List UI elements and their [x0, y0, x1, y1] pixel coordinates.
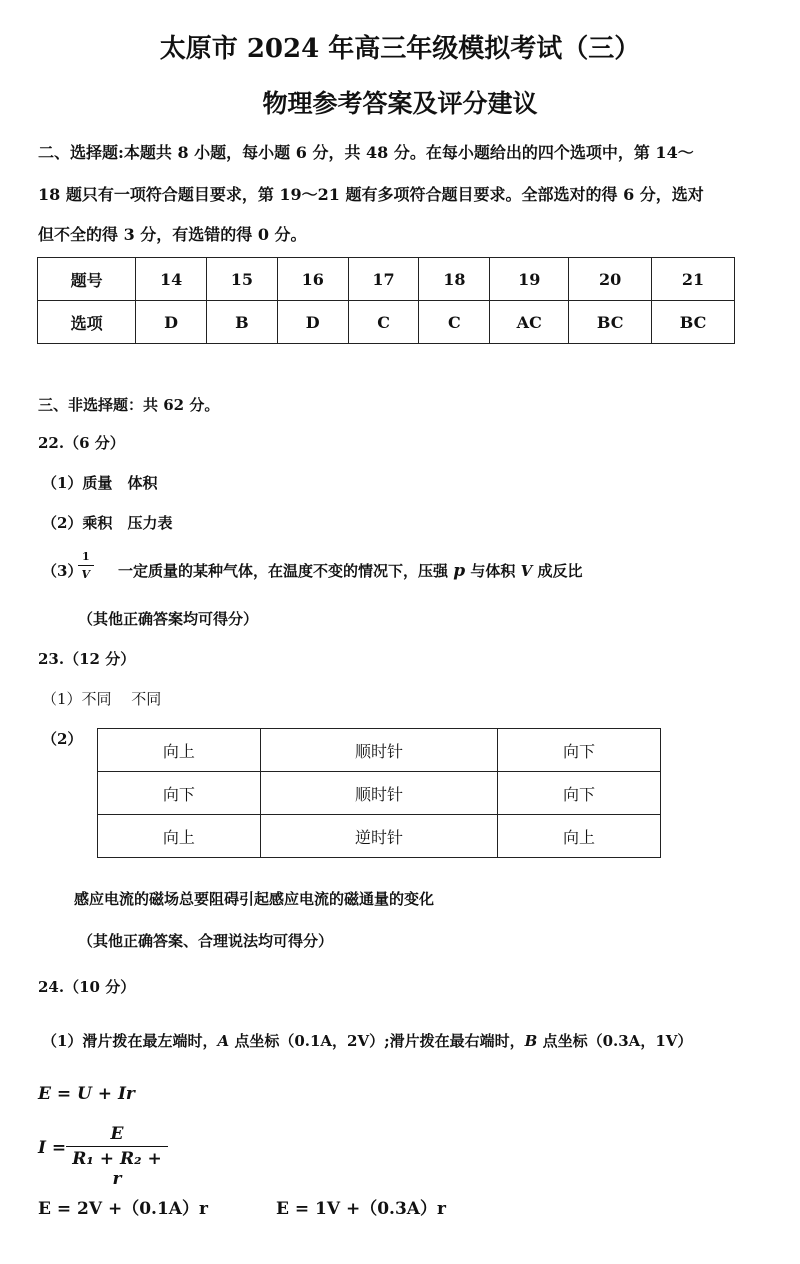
q22-answer-3-end: 成反比 — [537, 562, 583, 580]
q23-note: （其他正确答案、合理说法均可得分） — [78, 932, 334, 950]
q22-answer-3-main: 一定质量的某种气体，在温度不变的情况下，压强 — [118, 562, 449, 580]
table-cell: 21 — [652, 258, 735, 301]
q24-heading: 24.（10 分） — [38, 978, 136, 996]
table-cell: 14 — [136, 258, 207, 301]
symbol-p: p — [453, 561, 466, 581]
table-cell: 向下 — [498, 772, 661, 815]
q22-answer-2: （2）乘积 压力表 — [42, 514, 173, 532]
q23-conclusion: 感应电流的磁场总要阻碍引起感应电流的磁通量的变化 — [74, 890, 435, 908]
q23-answer-1: （1）不同 不同 — [42, 690, 162, 708]
table-cell: 向上 — [498, 815, 661, 858]
table-cell: 向上 — [98, 815, 261, 858]
q23-heading: 23.（12 分） — [38, 650, 136, 668]
point-a-label: A — [217, 1032, 230, 1050]
section2-text-line2: 18 题只有一项符合题目要求，第 19～21 题有多项符合题目要求。全部选对的得 6 分，选对 — [38, 185, 704, 204]
fraction-numerator: E — [66, 1124, 168, 1147]
section2-text-line3: 但不全的得 3 分，有选错的得 0 分。 — [38, 225, 307, 244]
document-subtitle: 物理参考答案及评分建议 — [262, 89, 538, 118]
symbol-v: V — [520, 562, 533, 580]
q22-heading: 22.（6 分） — [38, 434, 125, 452]
equation-1: E = U + Ir — [38, 1084, 135, 1104]
table-cell: 20 — [569, 258, 652, 301]
table-cell: 顺时针 — [260, 772, 497, 815]
table-cell: BC — [569, 301, 652, 344]
table-cell: BC — [652, 301, 735, 344]
table-row — [98, 772, 661, 815]
q22-answer-3-prefix: （3） — [42, 562, 83, 580]
table-cell: 题号 — [38, 258, 136, 301]
table-cell: C — [419, 301, 490, 344]
section2-text-line1: 二、选择题:本题共 8 小题，每小题 6 分，共 48 分。在每小题给出的四个选项中，第 14～ — [38, 143, 694, 162]
table-cell: 向下 — [98, 772, 261, 815]
table-cell: D — [277, 301, 348, 344]
document-title: 太原市 2024 年高三年级模拟考试（三） — [159, 34, 641, 64]
q22-note: （其他正确答案均可得分） — [78, 610, 259, 628]
q22-answer-3-text — [118, 560, 583, 581]
table-cell: 顺时针 — [260, 729, 497, 772]
table-cell: D — [136, 301, 207, 344]
table-cell: B — [206, 301, 277, 344]
q24-answer-1-part3: 点坐标（0.3A，1V） — [537, 1032, 693, 1050]
q24-answer-1-part1: （1）滑片拨在最左端时， — [42, 1032, 218, 1050]
equation-2-fraction — [66, 1124, 168, 1189]
table-cell: 17 — [348, 258, 419, 301]
fraction-denominator: V — [81, 568, 91, 581]
equation-3b: E = 1V +（0.3A）r — [276, 1199, 446, 1219]
q22-answer-1: （1）质量 体积 — [42, 474, 158, 492]
answer-table-header-row — [38, 258, 735, 301]
table-cell: 向上 — [98, 729, 261, 772]
table-cell: 向下 — [498, 729, 661, 772]
fraction-numerator: 1 — [78, 550, 94, 566]
point-b-label: B — [524, 1032, 538, 1050]
answer-table — [37, 257, 735, 344]
q22-fraction — [78, 550, 94, 581]
q24-answer-1-part2: 点坐标（0.1A，2V）;滑片拨在最右端时， — [229, 1032, 525, 1050]
table-cell: 18 — [419, 258, 490, 301]
table-cell: 选项 — [38, 301, 136, 344]
q22-answer-3-mid: 与体积 — [470, 562, 516, 580]
answer-table-answer-row — [38, 301, 735, 344]
q24-answer-1 — [42, 1030, 692, 1051]
table-row — [98, 815, 661, 858]
fraction-denominator: R₁ + R₂ + r — [72, 1149, 162, 1189]
table-cell: AC — [490, 301, 569, 344]
equation-2-lhs: I = — [38, 1138, 67, 1158]
table-cell: 逆时针 — [260, 815, 497, 858]
table-cell: 15 — [206, 258, 277, 301]
section3-heading: 三、非选择题：共 62 分。 — [38, 396, 220, 414]
table-cell: 19 — [490, 258, 569, 301]
equation-3a: E = 2V +（0.1A）r — [38, 1199, 208, 1219]
direction-table — [97, 728, 661, 858]
table-cell: 16 — [277, 258, 348, 301]
q23-answer-2-label: （2） — [42, 730, 83, 748]
table-cell: C — [348, 301, 419, 344]
table-row — [98, 729, 661, 772]
